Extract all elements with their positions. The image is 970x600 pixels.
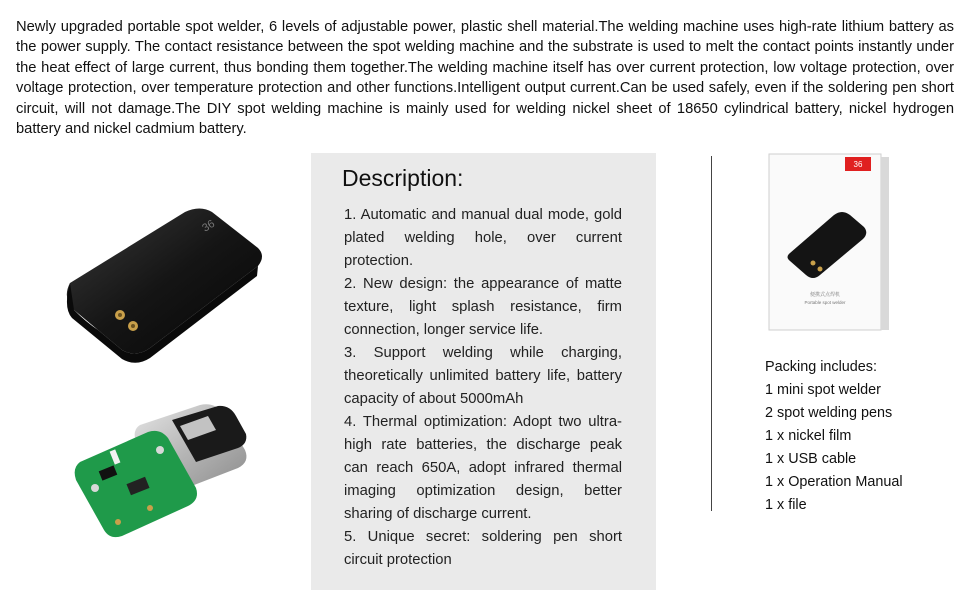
packing-item: 1 x file bbox=[765, 497, 807, 513]
box-label-en: Portable spot welder bbox=[804, 300, 846, 305]
description-item: 3. Support welding while charging, theoretically unlimited battery life, battery capacity of about 5000mAh bbox=[344, 345, 622, 407]
divider-line bbox=[711, 156, 712, 511]
intro-paragraph: Newly upgraded portable spot welder, 6 levels of adjustable power, plastic shell material.The welding machine uses high-rate lithium battery as the power supply. The contact resistance between the spot welding machine and the substrate is used to melt the contact points instantly under the heat effect of large current, thus bonding them together.The welding machine itself has over current protection, low voltage protection, over voltage protection, over temperature protection and other functions.Intelligent output current.Can be used safely, even if the soldering pen short circuit, will not damage.The DIY spot welding machine is mainly used for welding nickel sheet of 18650 cylindrical battery, nickel hydrogen battery and nickel cadmium battery. bbox=[16, 19, 954, 138]
description-item: 1. Automatic and manual dual mode, gold plated welding hole, over current protection. bbox=[344, 207, 622, 269]
box-label-cn: 便携式点焊机 bbox=[809, 292, 841, 298]
description-panel bbox=[311, 153, 656, 590]
product-images bbox=[0, 150, 300, 600]
packing-item: 2 spot welding pens bbox=[765, 405, 893, 421]
description-list bbox=[344, 204, 622, 572]
packing-item: 1 x USB cable bbox=[765, 451, 857, 467]
description-item: 5. Unique secret: soldering pen short circuit protection bbox=[344, 529, 622, 568]
packing-item: 1 x Operation Manual bbox=[765, 474, 903, 490]
packing-item: 1 mini spot welder bbox=[765, 382, 881, 398]
description-item: 4. Thermal optimization: Adopt two ultra-high rate batteries, the discharge peak can reach 650A, adopt infrared thermal imaging optimization design, better sharing of discharge current. bbox=[344, 414, 622, 522]
packing-list bbox=[765, 356, 903, 517]
product-box-image bbox=[768, 153, 890, 331]
packing-item: 1 x nickel film bbox=[765, 428, 852, 444]
packing-title: Packing includes: bbox=[765, 359, 877, 375]
description-title: Description: bbox=[342, 165, 464, 191]
description-item: 2. New design: the appearance of matte texture, light splash resistance, firm connection, longer service life. bbox=[344, 276, 622, 338]
internal-pcb-assembly bbox=[75, 404, 247, 537]
spot-welder-device bbox=[67, 209, 262, 363]
brand-badge-text: 36 bbox=[853, 160, 863, 169]
device-logo: 36 bbox=[200, 217, 217, 235]
